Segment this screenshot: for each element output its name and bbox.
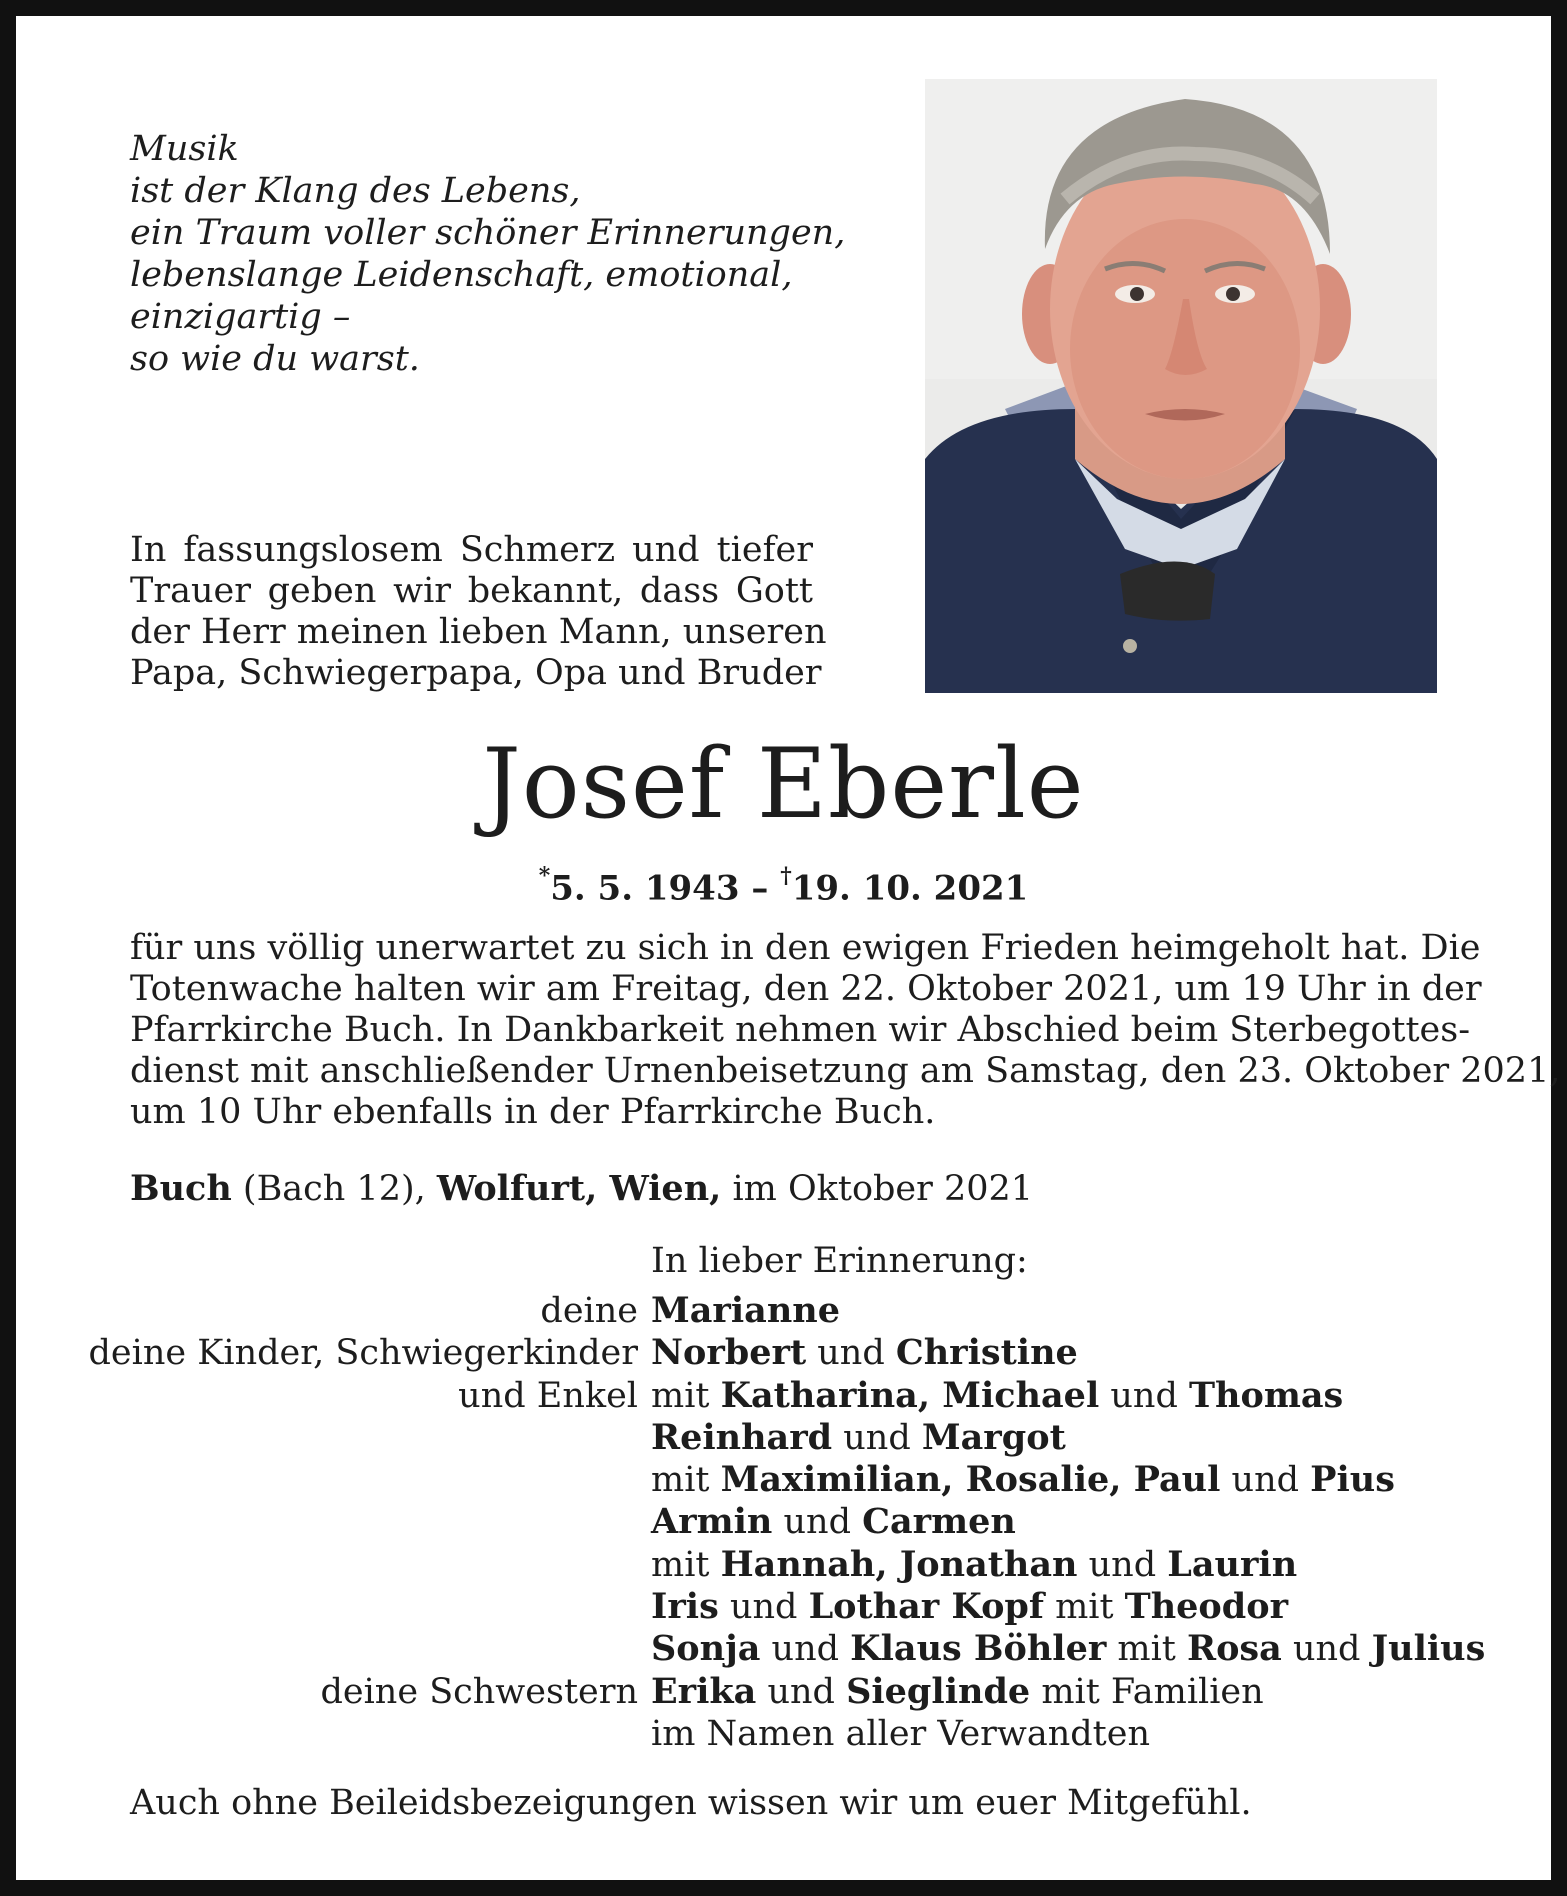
memory-title: In lieber Erinnerung: [651, 1241, 1028, 1281]
portrait-photo [925, 79, 1437, 693]
mourner-names [651, 1501, 1016, 1543]
mourner-connector: mit [651, 1544, 721, 1585]
date-separator: – [739, 868, 781, 909]
mourner-row [0, 1671, 1567, 1713]
mourner-row [0, 1417, 1567, 1459]
death-cross-icon: † [780, 863, 792, 889]
mourner-name: Armin [651, 1501, 773, 1543]
mourner-name: Thomas [1189, 1374, 1344, 1416]
mourner-names [651, 1713, 1150, 1755]
mourner-name: Reinhard [651, 1416, 833, 1458]
mourner-name: Pius [1310, 1459, 1395, 1501]
mourner-name: Laurin [1167, 1543, 1298, 1585]
mourner-names [651, 1544, 1297, 1586]
closing-line: Auch ohne Beileidsbezeigungen wissen wir um euer Mitgefühl. [130, 1783, 1252, 1823]
mourner-name: Norbert [651, 1332, 807, 1374]
poem [130, 128, 846, 380]
mourner-connector: und [718, 1587, 809, 1628]
mourner-names [651, 1290, 840, 1332]
mourner-row [0, 1375, 1567, 1417]
intro-line: In fassungslosem Schmerz und tiefer [130, 530, 813, 570]
mourner-name: Erika [651, 1670, 757, 1712]
intro-line: Trauer geben wir bekannt, dass Gott [130, 571, 813, 611]
poem-line: einzigartig – [130, 297, 351, 337]
intro-line: der Herr meinen lieben Mann, unseren [130, 612, 827, 652]
announcement-line: Pfarrkirche Buch. In Dankbarkeit nehmen wir Abschied beim Sterbegottes- [130, 1010, 1471, 1050]
mourner-name: Lothar Kopf [808, 1586, 1044, 1628]
life-dates [0, 858, 1567, 910]
place-town: Buch [130, 1168, 232, 1209]
mourner-name: Rosa [1186, 1628, 1282, 1670]
mourner-connector: mit [1106, 1629, 1187, 1670]
poem-line: ist der Klang des Lebens, [130, 171, 581, 211]
mourner-row [0, 1332, 1567, 1374]
mourner-row [0, 1459, 1567, 1501]
mourner-connector: mit [651, 1375, 721, 1416]
announcement-line: für uns völlig unerwartet zu sich in den ewigen Frieden heimgeholt hat. Die [130, 928, 1481, 968]
announcement-paragraph [130, 928, 1561, 1133]
mourner-connector: mit Familien [1030, 1671, 1264, 1712]
mourner-name: Hannah, Jonathan [720, 1543, 1078, 1585]
mourner-name: Theodor [1124, 1586, 1289, 1628]
mourner-connector: und [1281, 1629, 1372, 1670]
mourner-row [0, 1501, 1567, 1543]
mourner-connector: und [1099, 1375, 1189, 1416]
mourner-name: Sonja [651, 1628, 761, 1670]
mourner-names [651, 1417, 1066, 1459]
mourner-row [0, 1290, 1567, 1332]
mourner-connector: und [756, 1671, 847, 1712]
mourner-row [0, 1713, 1567, 1755]
mourner-connector: im Namen aller Verwandten [651, 1713, 1150, 1754]
poem-line: lebenslange Leidenschaft, emotional, [130, 255, 793, 295]
mourner-connector: und [1220, 1460, 1311, 1501]
place-date-line [130, 1168, 1033, 1210]
mourner-names [651, 1375, 1343, 1417]
deceased-name: Josef Eberle [482, 728, 1085, 840]
mourner-name: Klaus Böhler [850, 1628, 1107, 1670]
mourner-connector: und [760, 1629, 851, 1670]
death-date: 19. 10. 2021 [791, 868, 1029, 909]
mourner-connector: und [772, 1502, 863, 1543]
poem-line: ein Traum voller schöner Erinnerungen, [130, 213, 846, 253]
birth-date: 5. 5. 1943 [550, 868, 740, 909]
mourner-relation-label: und Enkel [458, 1375, 638, 1416]
poem-line: Musik [130, 129, 239, 169]
mourner-connector: und [1077, 1544, 1168, 1585]
mourner-relation-label: deine Schwestern [320, 1671, 638, 1712]
mourner-name: Christine [895, 1332, 1078, 1374]
mourner-names [651, 1332, 1078, 1374]
mourner-name: Margot [921, 1416, 1066, 1458]
mourner-row [0, 1544, 1567, 1586]
mourner-name: Maximilian, Rosalie, Paul [720, 1459, 1221, 1501]
announcement-line: um 10 Uhr ebenfalls in der Pfarrkirche Buch. [130, 1092, 936, 1132]
mourner-names [651, 1586, 1288, 1628]
mourner-relation-label: deine [540, 1291, 638, 1331]
mourner-row [0, 1628, 1567, 1670]
mourner-name: Julius [1371, 1628, 1486, 1670]
mourner-name: Iris [651, 1586, 719, 1628]
intro-line: Papa, Schwiegerpapa, Opa und Bruder [130, 653, 822, 693]
mourner-name: Katharina, Michael [720, 1374, 1100, 1416]
intro-paragraph [130, 530, 827, 694]
mourner-connector: mit [1043, 1587, 1125, 1628]
birth-star-icon: * [538, 863, 551, 889]
place-address: (Bach 12), [231, 1169, 437, 1209]
mourner-name: Sieglinde [846, 1670, 1031, 1712]
place-date: im Oktober 2021 [721, 1169, 1034, 1209]
mourner-relation-label: deine Kinder, Schwiegerkinder [88, 1333, 638, 1374]
mourner-name: Marianne [651, 1290, 840, 1331]
mourner-name: Carmen [862, 1501, 1016, 1543]
place-cities: Wolfurt, Wien, [436, 1168, 722, 1209]
announcement-line: Totenwache halten wir am Freitag, den 22. Oktober 2021, um 19 Uhr in der [130, 969, 1482, 1009]
mourner-names [651, 1628, 1485, 1670]
poem-line: so wie du warst. [130, 339, 420, 379]
mourner-connector: mit [651, 1460, 721, 1501]
mourner-row [0, 1586, 1567, 1628]
mourner-names [651, 1671, 1264, 1713]
mourner-connector: und [832, 1417, 922, 1458]
mourner-connector: und [806, 1333, 896, 1374]
mourners-list [0, 1290, 1567, 1755]
announcement-line: dienst mit anschließender Urnenbeisetzung am Samstag, den 23. Oktober 2021, [130, 1051, 1561, 1091]
mourner-names [651, 1459, 1395, 1501]
